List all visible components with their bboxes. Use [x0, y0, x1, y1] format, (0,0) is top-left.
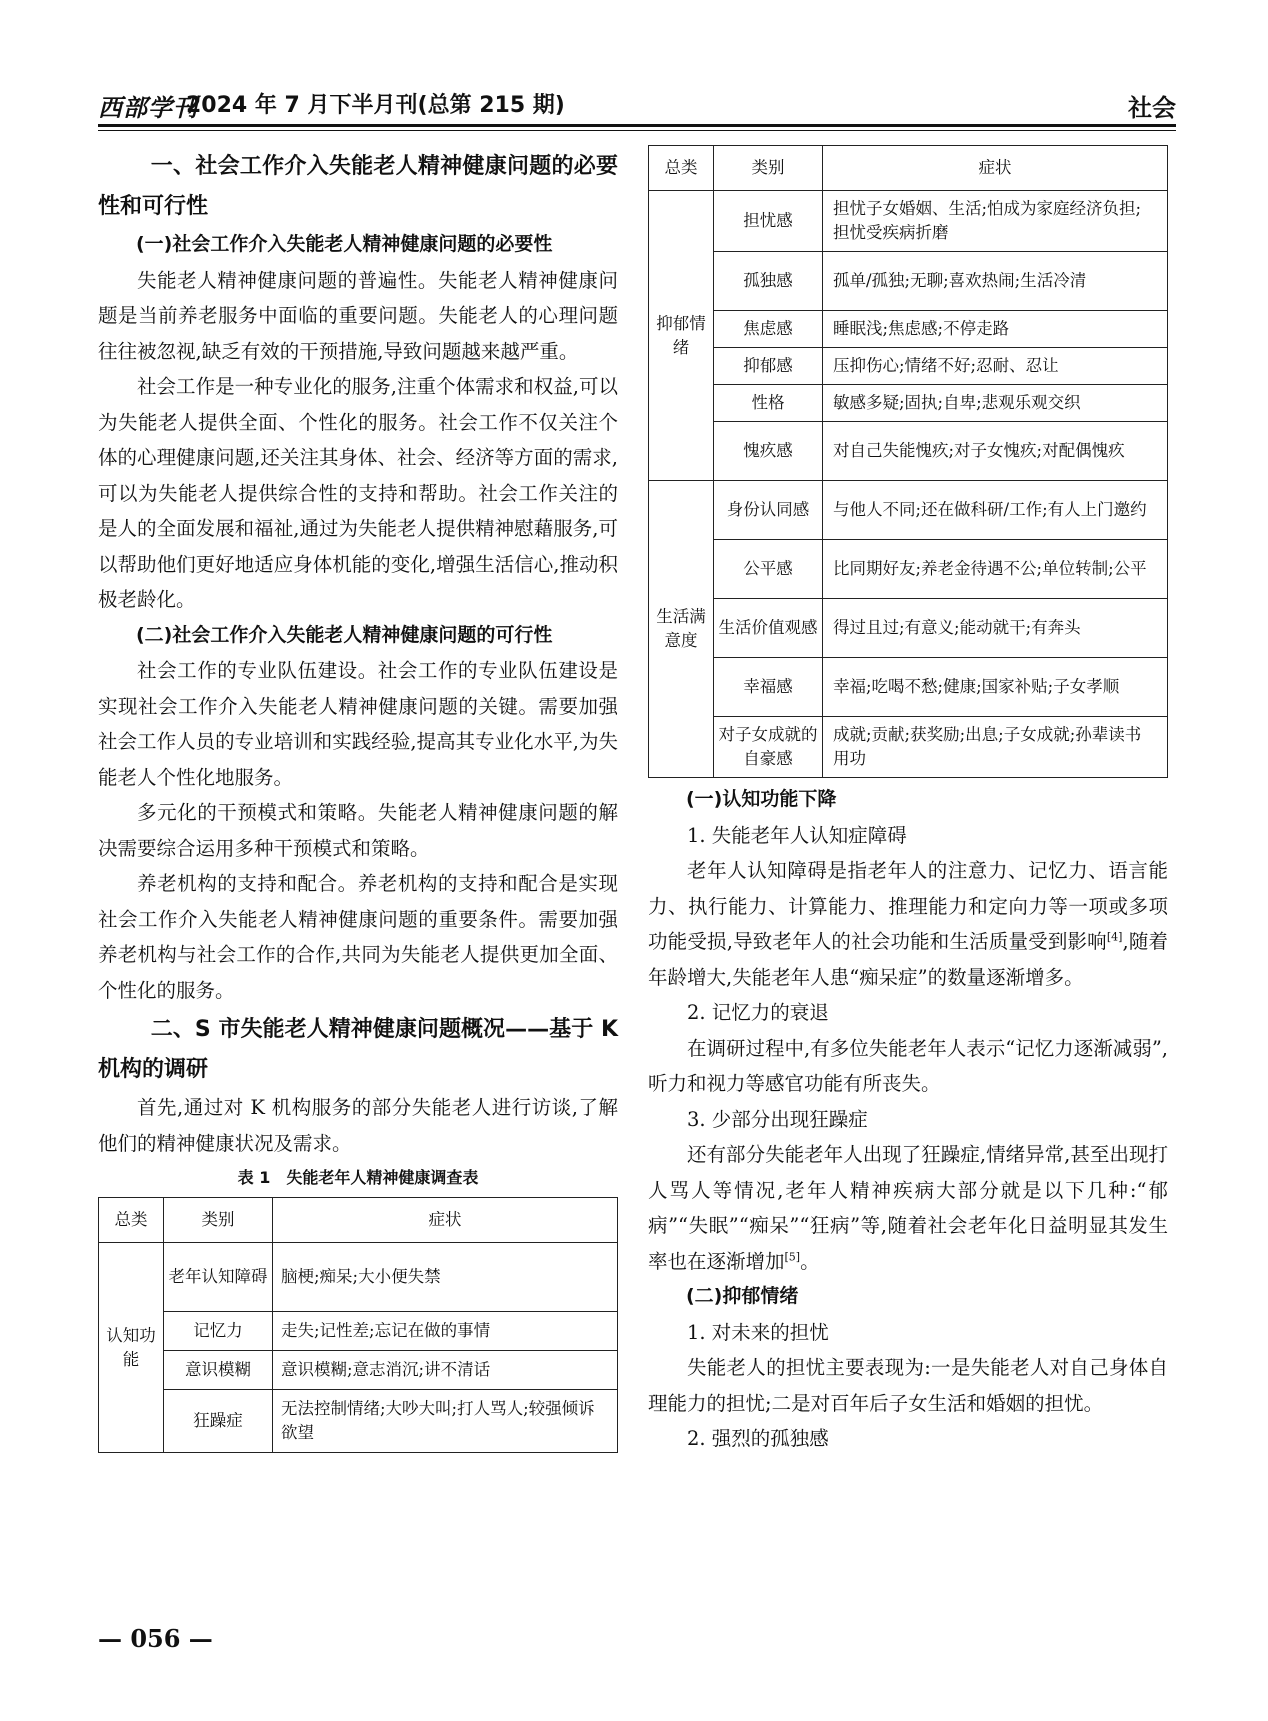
subsection-heading-4: (二)抑郁情绪	[686, 1285, 799, 1307]
table-row	[649, 481, 1168, 540]
table-symptom-cell: 对自己失能愧疚;对子女愧疚;对配偶愧疚	[823, 422, 1168, 481]
paragraph-text: ,随着年龄增大,失能老年人患“痴呆症”的数量逐渐增多。	[648, 930, 1168, 989]
table-symptom-cell: 睡眠浅;焦虑感;不停走路	[823, 311, 1168, 348]
table-category-cell: 公平感	[714, 540, 823, 599]
paragraph	[648, 853, 1168, 995]
table-symptom-cell: 担忧子女婚姻、生活;怕成为家庭经济负担;担忧受疾病折磨	[823, 191, 1168, 252]
paragraph: 首先,通过对 K 机构服务的部分失能老人进行访谈,了解他们的精神健康状况及需求。	[98, 1096, 618, 1155]
table-category-cell: 担忧感	[714, 191, 823, 252]
table-row	[99, 1351, 618, 1390]
table-group-cell: 生活满意度	[649, 481, 714, 778]
table-category-cell: 焦虑感	[714, 311, 823, 348]
header-rule	[98, 124, 1176, 127]
table-symptom-cell: 敏感多疑;固执;自卑;悲观乐观交织	[823, 385, 1168, 422]
table-row	[649, 658, 1168, 717]
page-number: — 056 —	[98, 1624, 213, 1653]
table-category-cell: 生活价值观感	[714, 599, 823, 658]
paragraph-text: 老年人认知障碍是指老年人的注意力、记忆力、语言能力、执行能力、计算能力、推理能力和定向力等一项或多项功能受损,导致老年人的社会功能和生活质量受到影响	[648, 859, 1168, 953]
table-category-cell: 抑郁感	[714, 348, 823, 385]
table-row	[649, 422, 1168, 481]
subsection-heading-2: (二)社会工作介入失能老人精神健康问题的可行性	[136, 623, 553, 646]
paragraph-text: 。	[800, 1249, 820, 1273]
table-row	[649, 311, 1168, 348]
table-group-cell: 认知功能	[99, 1243, 164, 1453]
numbered-heading: 2. 强烈的孤独感	[687, 1427, 829, 1450]
issue-info: 2024 年 7 月下半月刊(总第 215 期)	[186, 93, 565, 118]
numbered-heading: 1. 对未来的担忧	[687, 1320, 829, 1344]
citation-ref: [4]	[1106, 930, 1123, 944]
subsection-heading-1: (一)社会工作介入失能老人精神健康问题的必要性	[136, 233, 553, 255]
table-caption: 表 1 失能老年人精神健康调查表	[237, 1168, 479, 1187]
table-row	[649, 385, 1168, 422]
left-column	[98, 145, 618, 1453]
table-symptom-cell: 比同期好友;养老金待遇不公;单位转制;公平	[823, 540, 1168, 599]
paragraph: 养老机构的支持和配合。养老机构的支持和配合是实现社会工作介入失能老人精神健康问题的重要条件。需要加强养老机构与社会工作的合作,共同为失能老人提供更加全面、个性化的服务。	[98, 872, 618, 1002]
table-header-cell: 总类	[99, 1198, 164, 1243]
paragraph: 失能老人精神健康问题的普遍性。失能老人精神健康问题是当前养老服务中面临的重要问题。失能老人的心理问题往往被忽视,缺乏有效的干预措施,导致问题越来越严重。	[98, 268, 618, 363]
table-category-cell: 愧疚感	[714, 422, 823, 481]
section-heading-1: 一、社会工作介入失能老人精神健康问题的必要性和可行性	[98, 154, 618, 219]
table-group-cell: 抑郁情绪	[649, 191, 714, 481]
table-symptom-cell: 得过且过;有意义;能动就干;有奔头	[823, 599, 1168, 658]
section-name: 社会	[1128, 94, 1176, 122]
citation-ref: [5]	[784, 1250, 801, 1263]
table-category-cell: 狂躁症	[164, 1390, 273, 1453]
survey-table-part2	[648, 145, 1168, 778]
table-symptom-cell: 幸福;吃喝不愁;健康;国家补贴;子女孝顺	[823, 658, 1168, 717]
table-header-row	[649, 146, 1168, 191]
header-rule-thin	[98, 130, 1176, 131]
table-row	[99, 1312, 618, 1351]
table-symptom-cell: 成就;贡献;获奖励;出息;子女成就;孙辈读书用功	[823, 717, 1168, 778]
table-category-cell: 身份认同感	[714, 481, 823, 540]
table-header-cell: 总类	[649, 146, 714, 191]
survey-table-part1	[98, 1197, 618, 1453]
paragraph: 社会工作是一种专业化的服务,注重个体需求和权益,可以为失能老人提供全面、个性化的服务。社会工作不仅关注个体的心理健康问题,还关注其身体、社会、经济等方面的需求,可以为失能老人提供综合性的支持和帮助。社会工作关注的是人的全面发展和福祉,通过为失能老人提供精神慰藉服务,可以帮助他们更好地适应身体机能的变化,增强生活信心,推动积极老龄化。	[98, 375, 618, 611]
table-symptom-cell: 孤单/孤独;无聊;喜欢热闹;生活冷清	[823, 252, 1168, 311]
paragraph: 在调研过程中,有多位失能老年人表示“记忆力逐渐减弱”,听力和视力等感官功能有所丧失。	[648, 1036, 1168, 1095]
paragraph	[648, 1137, 1168, 1279]
table-row	[649, 252, 1168, 311]
table-header-cell: 类别	[164, 1198, 273, 1243]
section-heading-2: 二、S 市失能老人精神健康问题概况——基于 K 机构的调研	[98, 1017, 618, 1082]
table-symptom-cell: 走失;记性差;忘记在做的事情	[273, 1312, 618, 1351]
paragraph: 社会工作的专业队伍建设。社会工作的专业队伍建设是实现社会工作介入失能老人精神健康问题的关键。需要加强社会工作人员的专业培训和实践经验,提高其专业化水平,为失能老人个性化地服务。	[98, 659, 618, 789]
numbered-heading: 1. 失能老年人认知症障碍	[687, 823, 907, 847]
table-category-cell: 意识模糊	[164, 1351, 273, 1390]
page-header	[98, 88, 1176, 122]
table-row	[649, 191, 1168, 252]
paragraph: 失能老人的担忧主要表现为:一是失能老人对自己身体自理能力的担忧;二是对百年后子女生活和婚姻的担忧。	[648, 1356, 1168, 1415]
table-symptom-cell: 与他人不同;还在做科研/工作;有人上门邀约	[823, 481, 1168, 540]
table-symptom-cell: 脑梗;痴呆;大小便失禁	[273, 1243, 618, 1312]
table-symptom-cell: 压抑伤心;情绪不好;忍耐、忍让	[823, 348, 1168, 385]
table-category-cell: 孤独感	[714, 252, 823, 311]
table-symptom-cell: 无法控制情绪;大吵大叫;打人骂人;较强倾诉欲望	[273, 1390, 618, 1453]
table-row	[649, 717, 1168, 778]
table-row	[649, 348, 1168, 385]
table-header-row	[99, 1198, 618, 1243]
table-row	[649, 599, 1168, 658]
table-header-cell: 类别	[714, 146, 823, 191]
table-category-cell: 幸福感	[714, 658, 823, 717]
numbered-heading: 2. 记忆力的衰退	[687, 1001, 829, 1024]
table-header-cell: 症状	[273, 1198, 618, 1243]
table-row	[649, 540, 1168, 599]
table-category-cell: 对子女成就的自豪感	[714, 717, 823, 778]
table-row	[99, 1390, 618, 1453]
table-symptom-cell: 意识模糊;意志消沉;讲不清话	[273, 1351, 618, 1390]
paragraph: 多元化的干预模式和策略。失能老人精神健康问题的解决需要综合运用多种干预模式和策略。	[98, 801, 618, 860]
table-header-cell: 症状	[823, 146, 1168, 191]
table-category-cell: 老年认知障碍	[164, 1243, 273, 1312]
paragraph-text: 还有部分失能老年人出现了狂躁症,情绪异常,甚至出现打人骂人等情况,老年人精神疾病大部分就是以下几种:“郁病”“失眠”“痴呆”“狂病”等,随着社会老年化日益明显其发生率也在逐渐增加	[648, 1143, 1168, 1273]
journal-logo: 西部学刊	[98, 93, 198, 122]
numbered-heading: 3. 少部分出现狂躁症	[687, 1107, 868, 1131]
table-category-cell: 记忆力	[164, 1312, 273, 1351]
right-column	[648, 145, 1168, 1457]
subsection-heading-3: (一)认知功能下降	[686, 788, 837, 810]
table-row	[99, 1243, 618, 1312]
table-category-cell: 性格	[714, 385, 823, 422]
